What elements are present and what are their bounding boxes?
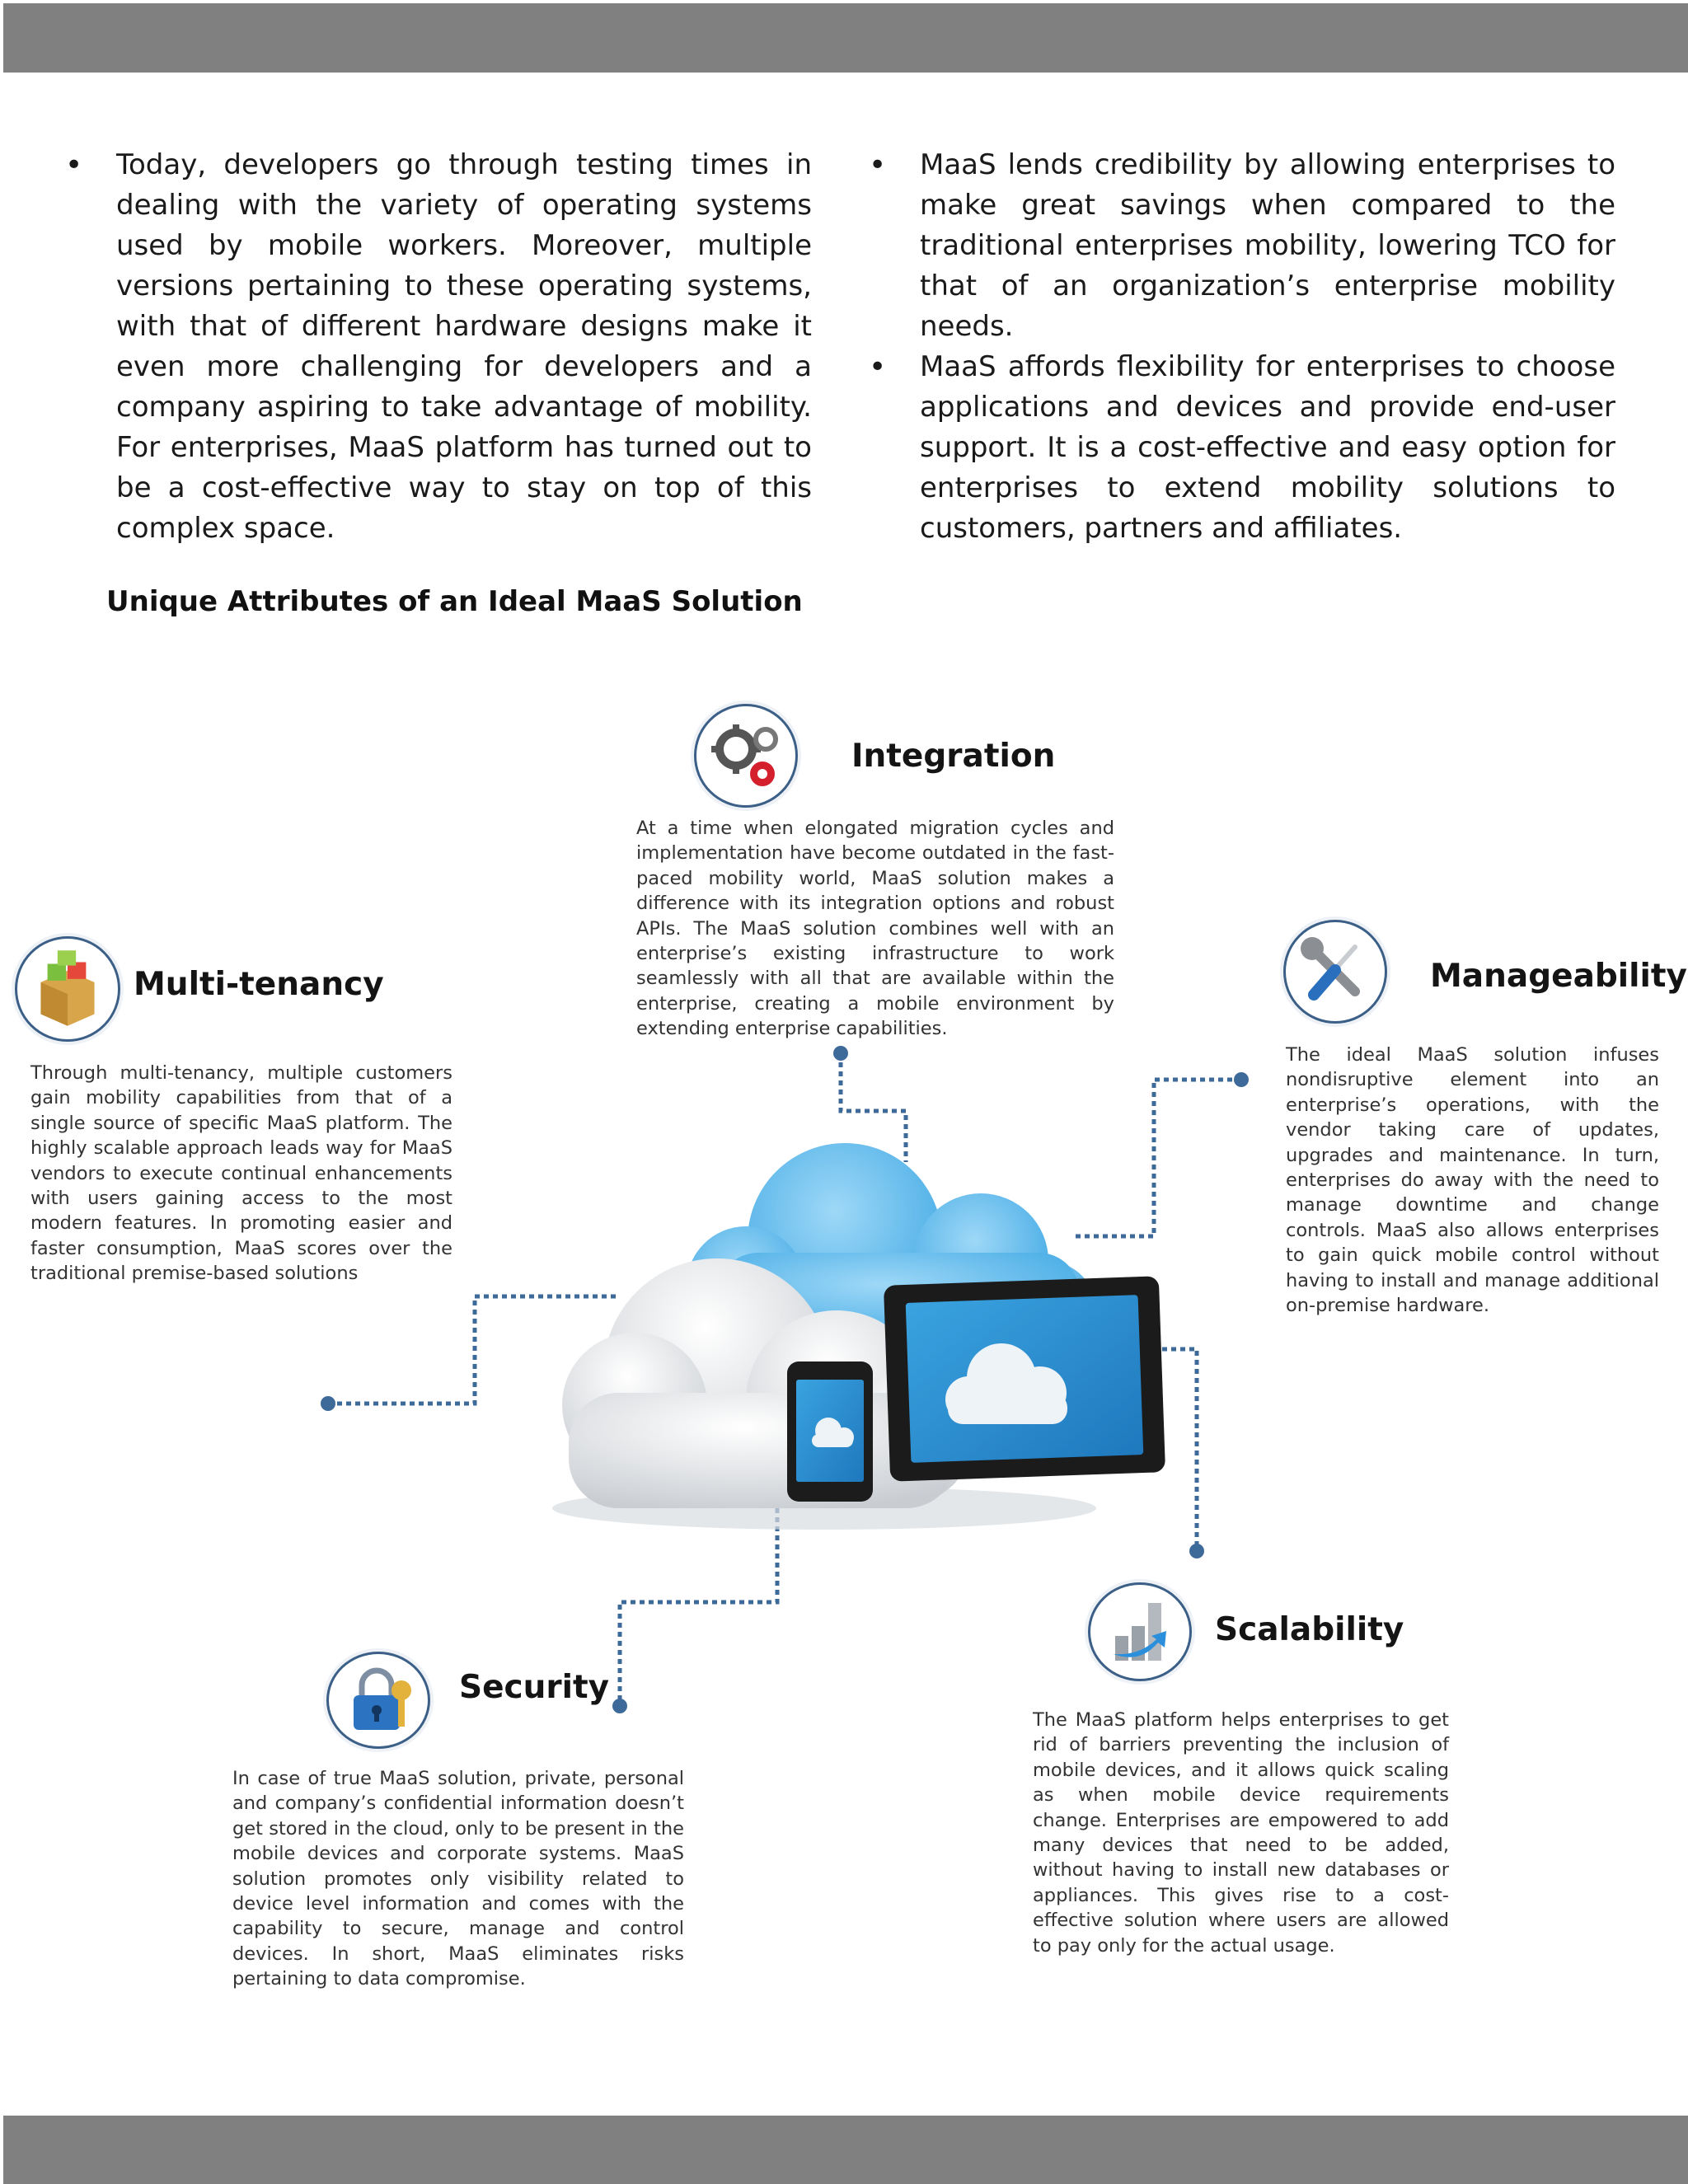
connector-dot <box>1189 1544 1204 1558</box>
connector-manageability <box>1071 1080 1241 1236</box>
connector-scalability <box>1162 1349 1197 1551</box>
security-description: In case of true MaaS solution, private, personal and company’s confidential information doesn’t get stored in the cloud, only to be present in the mobile devices and corporate systems. MaaS solution promotes only visibility related to device level information and comes with the capability to secure, manage and control devices. In short, MaaS eliminates risks pertaining to data compromise. <box>232 1768 684 1990</box>
gears-icon <box>694 704 798 808</box>
padlock-key-icon <box>326 1652 430 1749</box>
scalability-title: Scalability <box>1215 1611 1404 1648</box>
scalability-description: The MaaS platform helps enterprises to get rid of barriers preventing the inclusion of mobile devices, and it allows quick scaling as when mobile device requirements change. Enterprises are empowered to add many devices that need to be added, without having to install new databases or appliances. This gives rise to a cost-effective solution where users are allowed to pay only for the actual usage. <box>1033 1709 1449 1957</box>
manageability-title: Manageability <box>1430 958 1687 995</box>
phone-device <box>787 1361 873 1502</box>
security-title: Security <box>459 1669 610 1706</box>
bullet-item: • MaaS lends credibility by allowing enterprises to make great savings when compared to the traditional enterprises mobility, lowering TCO for that of an organization’s enterprise mobility needs. <box>920 145 1615 347</box>
connector-security <box>620 1508 777 1706</box>
bar-chart-arrow-icon <box>1088 1582 1192 1681</box>
tablet-device <box>884 1276 1165 1482</box>
integration-description: At a time when elongated migration cycles and implementation have become outdated in the fast-paced mobility world, MaaS solution makes a difference with its integration options and robust APIs. The MaaS solution combines well with an enterprise’s existing infrastructure to work seamlessly with all that are available within the enterprise, creating a mobile environment by extending enterprise capabilities. <box>636 818 1114 1040</box>
integration-title: Integration <box>851 738 1056 775</box>
multi-tenancy-description: Through multi-tenancy, multiple customers gain mobility capabilities from that of a single source of specific MaaS platform. The highly scalable approach leads way for MaaS vendors to execute continual enhancements with users gaining access to the most modern features. In promoting easier and faster consumption, MaaS scores over the traditional premise-based solutions <box>30 1062 452 1285</box>
multi-tenancy-title: Multi-tenancy <box>134 966 384 1003</box>
connector-dot <box>321 1396 335 1411</box>
section-heading: Unique Attributes of an Ideal MaaS Solution <box>106 585 803 618</box>
connector-dot <box>833 1046 848 1061</box>
manageability-description: The ideal MaaS solution infuses nondisruptive element into an enterprise’s operations, with the vendor taking care of updates, upgrades and maintenance. In turn, enterprises do away with the need to manage downtime and change controls. MaaS also allows enterprises to gain quick mobile control without having to install and manage additional on-premise hardware. <box>1286 1044 1659 1317</box>
bottom-footer-band <box>3 2116 1688 2184</box>
wrench-screwdriver-icon <box>1283 920 1387 1024</box>
connector-dot <box>1234 1072 1249 1087</box>
bullet-item: • Today, developers go through testing times in dealing with the variety of operating systems used by mobile workers. Moreover, multiple versions pertaining to these operating systems, with that of different hardware designs make it even more challenging for developers and a company aspiring to take advantage of mobility. For enterprises, MaaS platform has turned out to be a cost-effective way to stay on top of this complex space. <box>116 145 812 549</box>
blocks-box-icon <box>15 936 120 1042</box>
connector-dot <box>612 1699 627 1713</box>
bullet-item: • MaaS affords flexibility for enterprises to choose applications and devices and provide end-user support. It is a cost-effective and easy option for enterprises to extend mobility solutions to customers, partners and affiliates. <box>920 347 1615 549</box>
